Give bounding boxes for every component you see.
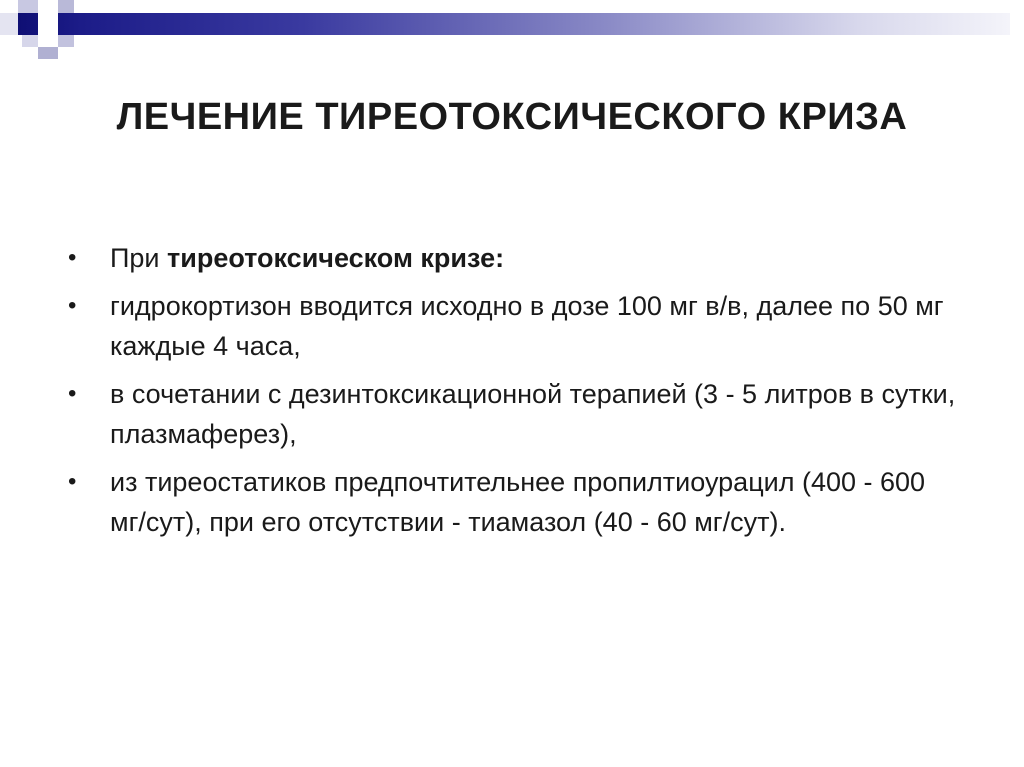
decorative-square: [38, 47, 58, 59]
decorative-square: [58, 0, 74, 13]
bullet-text: гидрокортизон вводится исходно в дозе 100 мг в/в, далее по 50 мг каждые 4 часа,: [110, 291, 944, 361]
decorative-header-bar: [0, 13, 1010, 35]
slide-title: ЛЕЧЕНИЕ ТИРЕОТОКСИЧЕСКОГО КРИЗА: [116, 96, 908, 138]
bullet-item: [66, 462, 966, 542]
decorative-square: [58, 35, 74, 47]
bullet-text: При: [110, 243, 168, 273]
bullet-item: [66, 286, 966, 366]
bullet-text: в сочетании с дезинтоксикационной терапией (3 - 5 литров в сутки, плазмаферез),: [110, 379, 956, 449]
decorative-square: [38, 13, 58, 35]
decorative-square: [0, 13, 18, 35]
bullet-icon: •: [68, 380, 77, 407]
decorative-square: [18, 0, 38, 13]
bullet-item: [66, 374, 966, 454]
bullet-icon: •: [68, 244, 77, 271]
bullet-icon: •: [68, 468, 77, 495]
bullet-text: из тиреостатиков предпочтительнее пропилтиоурацил (400 - 600 мг/сут), при его отсутствии - тиамазол (40 - 60 мг/сут).: [110, 467, 926, 537]
bullet-icon: •: [68, 292, 77, 319]
bullet-text-bold: тиреотоксическом кризе:: [167, 243, 505, 273]
bullet-list: [66, 238, 966, 550]
decorative-square: [22, 35, 38, 47]
bullet-item: [66, 238, 966, 278]
